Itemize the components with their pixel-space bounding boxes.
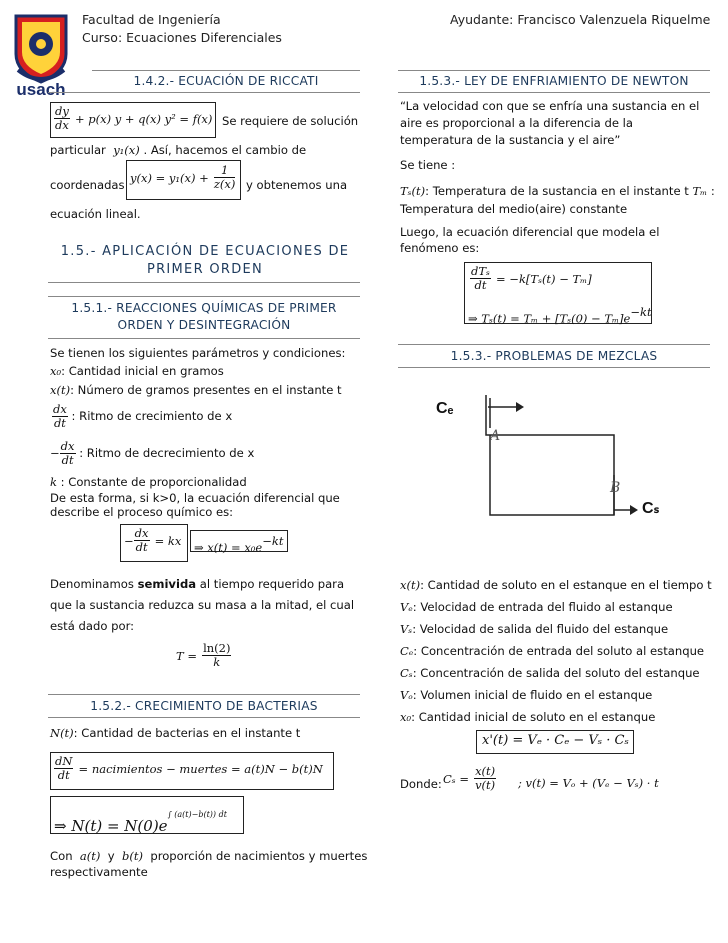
riccati-title: 1.4.2.- ECUACIÓN DE RICCATI (133, 74, 319, 88)
riccati-text-1: Se requiere de solución (222, 114, 359, 128)
riccati-equation (54, 105, 212, 132)
mixing-cs-eq: Cₛ = $\frac{x(t)}{v(t)}$ (443, 764, 496, 792)
one-over-z-fraction: $\frac{1}{z(x)}$ (213, 163, 236, 191)
param-neg-dxdt: − $\frac{dx}{dt}$ : Ritmo de decrecimiento de x (50, 439, 255, 467)
university-logo (8, 6, 74, 100)
def-row: x₀: Cantidad inicial de soluto en el estanque (400, 710, 656, 724)
chem-intro: Se tienen los siguientes parámetros y condiciones: (50, 346, 346, 360)
logo-text: usach (16, 80, 66, 99)
point-a-label: A (490, 428, 501, 444)
param-x0: x₀: Cantidad inicial en gramos (50, 364, 224, 378)
cooling-eq2: ⇒ $T_s(t) = T_m + [T_s(0) - T_m]e^{-kt}$ (468, 305, 652, 326)
param-k: k : Constante de proporcionalidad (50, 475, 247, 489)
riccati-text-2: particular y₁(x) . Así, hacemos el cambio de (50, 143, 307, 157)
def-row: Cₑ: Concentración de entrada del soluto al estanque (400, 644, 705, 658)
def-row: Vₒ: Volumen inicial de fluido en el estanque (400, 688, 653, 702)
mixing-donde: Donde: (400, 777, 442, 791)
riccati-text-5: y obtenemos una (246, 178, 348, 192)
mixing-definitions (400, 578, 710, 732)
cooling-tm-def: Temperatura del medio(aire) constante (400, 202, 628, 216)
assistant-name: Ayudante: Francisco Valenzuela Riquelme (450, 12, 711, 27)
point-b-label: B (610, 480, 621, 496)
def-row: Vₑ: Velocidad de entrada del fluido al estanque (400, 600, 673, 614)
bacteria-respectively: respectivamente (50, 865, 148, 879)
bacteria-con-line: Con a(t) y b(t) proporción de nacimientos y muertes (50, 849, 368, 863)
mixing-volume-eq: ; v(t) = Vₒ + (Vₑ − Vₛ) · t (518, 776, 659, 790)
chem-title: 1.5.1.- REACCIONES QUÍMICAS DE PRIMER ORDEN Y DESINTEGRACIÓN (71, 301, 337, 332)
bacteria-eq2: ⇒ $N(t) = N(0)e^{\int (a(t)-b(t)) dt}$ (54, 810, 227, 835)
chem-condition: De esta forma, si k>0, la ecuación diferencial que describe el proceso químico es: (50, 491, 340, 519)
cooling-ts-def: Tₛ(t): Temperatura de la sustancia en el instante t Tₘ : (400, 184, 715, 198)
cooling-quote: “La velocidad con que se enfría una sustancia en el aire es proporcional a la diferencia de la temperatura de la sustancia y el aire” (400, 99, 700, 147)
bacteria-title: 1.5.2.- CRECIMIENTO DE BACTERIAS (90, 699, 318, 713)
cooling-luego: Luego, la ecuación diferencial que modela el fenómeno es: (400, 225, 660, 255)
bacteria-eq1: $\frac{dN}{dt}$ = nacimientos − muertes = a(t)N − b(t)N (55, 754, 323, 782)
def-row: Cₛ: Concentración de salida del soluto del estanque (400, 666, 700, 680)
bacteria-n-def: N(t): Cantidad de bacterias en el instante t (50, 726, 301, 740)
course-name: Curso: Ecuaciones Diferenciales (82, 30, 282, 45)
def-row: x(t): Cantidad de soluto en el estanque en el tiempo t (400, 578, 712, 592)
param-dxdt: $\frac{dx}{dt}$ : Ritmo de crecimiento de x (53, 402, 233, 430)
halflife-paragraph: Denominamos semivida al tiempo requerido para que la sustancia reduzca su masa a la mitad, el cual está dado por: (50, 577, 355, 633)
cooling-title: 1.5.3.- LEY DE ENFRIAMIENTO DE NEWTON (419, 74, 689, 88)
def-row: Vₛ: Velocidad de salida del fluido del estanque (400, 622, 669, 636)
faculty-name: Facultad de Ingeniería (82, 12, 221, 27)
chem-eq1: − $\frac{dx}{dt}$ = kx (124, 526, 182, 554)
cooling-eq1: $\frac{\text{dTₛ}}{dt}$ = −k[Tₛ(t) − Tₘ] (471, 264, 592, 292)
riccati-text-6: ecuación lineal. (50, 207, 141, 221)
substitution (130, 164, 235, 191)
riccati-coordinates-label: coordenadas (50, 178, 125, 192)
riccati-eq-rest: + p(x) y + q(x) y² = f(x) (74, 112, 213, 126)
halflife-formula: T = $\frac{\ln(2)}{k}$ (176, 641, 231, 669)
dx-dt-fraction: $\frac{dx}{dt}$ (53, 402, 67, 430)
neg-dx-dt-fraction: $\frac{dx}{dt}$ (60, 439, 75, 467)
mixing-tank-diagram (430, 380, 670, 540)
param-xt: x(t): Número de gramos presentes en el instante t (50, 383, 342, 397)
particular-solution: y₁(x) (113, 143, 140, 157)
inflow-label: Cₑ (436, 400, 454, 417)
tank-outline (486, 395, 614, 515)
substitution-lhs: y(x) = y₁(x) + (130, 171, 209, 185)
mixing-main-eq: x'(t) = Vₑ · Cₑ − Vₛ · Cₛ (482, 733, 629, 748)
chem-eq2: ⇒ $x(t) = x_0e^{-kt}$ (194, 534, 284, 555)
mixing-title: 1.5.3.- PROBLEMAS DE MEZCLAS (450, 349, 658, 363)
dy-dx-fraction: $\frac{dy}{dx}$ (55, 104, 69, 132)
applications-title: 1.5.- APLICACIÓN DE ECUACIONES DE PRIMER ORDEN (60, 244, 350, 277)
outflow-label: Cₛ (642, 500, 660, 517)
cooling-se-tiene: Se tiene : (400, 158, 456, 172)
